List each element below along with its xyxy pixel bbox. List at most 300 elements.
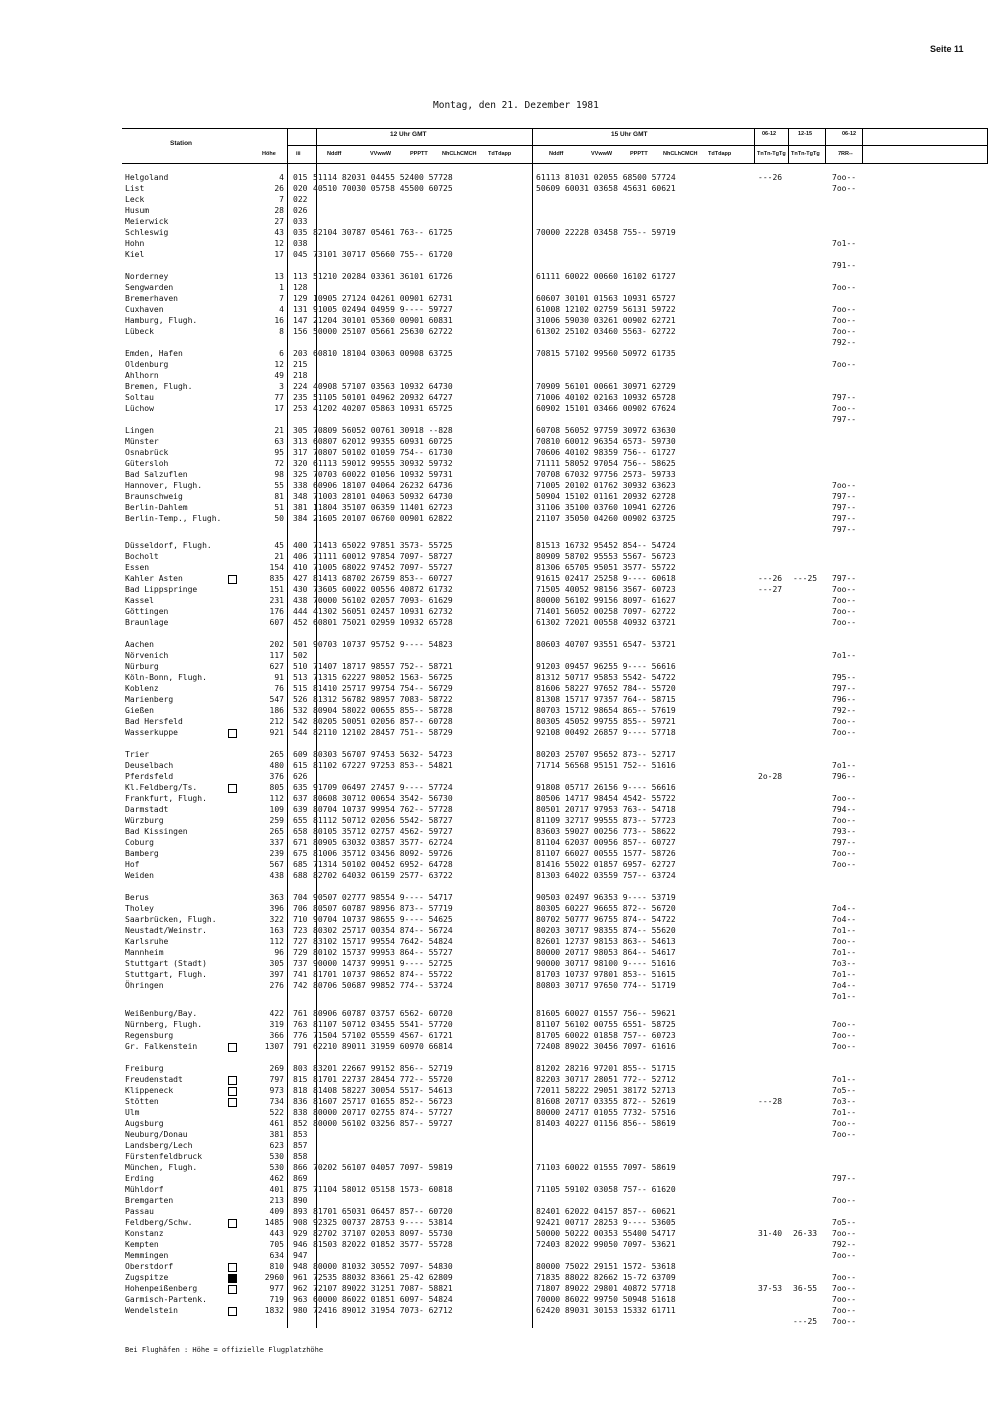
temp-diff-12-15: 36-55 <box>793 1284 818 1293</box>
obs-15gmt: 80000 56102 99156 8097- 61627 <box>536 596 676 605</box>
table-row <box>0 694 1000 705</box>
precip-06-12: 7o1-- <box>832 970 857 979</box>
obs-12gmt: 83102 15717 99554 7642- 54824 <box>313 937 453 946</box>
station-name: Augsburg <box>125 1119 164 1128</box>
obs-15gmt: 80603 40707 93551 6547- 53721 <box>536 640 676 649</box>
precip-06-12: 797-- <box>832 574 857 583</box>
table-row <box>0 716 1000 727</box>
obs-15gmt: 61111 60022 00660 16102 61727 <box>536 272 676 281</box>
station-height: 1307 <box>264 1042 284 1051</box>
table-row <box>0 1305 1000 1316</box>
station-name: Bad Salzuflen <box>125 470 188 479</box>
obs-15gmt: 81107 66027 00555 1577- 58726 <box>536 849 676 858</box>
footnote: Bei Flughäfen : Höhe = offizielle Flugplatzhöhe <box>125 1346 324 1354</box>
station-height: 805 <box>269 783 284 792</box>
table-row <box>0 513 1000 524</box>
obs-12gmt: 80704 10737 99954 762-- 57728 <box>313 805 453 814</box>
station-code: 444 <box>293 607 308 616</box>
station-height: 276 <box>269 981 284 990</box>
obs-15gmt: 81606 58227 97652 784-- 55720 <box>536 684 676 693</box>
obs-15gmt: 70606 40102 98359 756-- 61727 <box>536 448 676 457</box>
station-code: 727 <box>293 937 308 946</box>
station-code: 215 <box>293 360 308 369</box>
station-name: Konstanz <box>125 1229 164 1238</box>
diff-header-1: 06-12 <box>762 131 777 137</box>
precip-06-12: 7oo-- <box>832 937 857 946</box>
table-row <box>0 370 1000 381</box>
obs-12gmt: 82702 37107 02053 8097- 55730 <box>313 1229 453 1238</box>
station-height: 239 <box>269 849 284 858</box>
obs-15gmt: 80000 24717 01055 7732- 57516 <box>536 1108 676 1117</box>
precip-06-12: 7oo-- <box>832 618 857 627</box>
station-height: 397 <box>269 970 284 979</box>
precip-06-12: 7oo-- <box>832 327 857 336</box>
station-name: Köln-Bonn, Flugh. <box>125 673 207 682</box>
obs-12gmt: 60810 18104 03063 00908 63725 <box>313 349 453 358</box>
table-row <box>0 282 1000 293</box>
precip-06-12: 792-- <box>832 706 857 715</box>
obs-12gmt: 80000 20717 02755 874-- 57727 <box>313 1108 453 1117</box>
station-code: 869 <box>293 1174 308 1183</box>
table-row <box>0 815 1000 826</box>
table-row <box>0 749 1000 760</box>
obs-15gmt: 61302 25102 03460 5563- 62722 <box>536 327 676 336</box>
obs-12gmt: 80706 50687 99852 774-- 53724 <box>313 981 453 990</box>
station-name: Leck <box>125 195 145 204</box>
station-name: Karlsruhe <box>125 937 169 946</box>
station-name: Sengwarden <box>125 283 174 292</box>
station-height: 797 <box>269 1075 284 1084</box>
station-name: Oberstdorf <box>125 1262 174 1271</box>
col-cloud-12: NhCLhCMCH <box>442 151 477 157</box>
obs-12gmt: 40908 57107 03563 10932 64730 <box>313 382 453 391</box>
station-height: 7 <box>279 195 284 204</box>
obs-12gmt: 81413 68702 26759 853-- 60727 <box>313 574 453 583</box>
station-code: 020 <box>293 184 308 193</box>
station-code: 544 <box>293 728 308 737</box>
obs-12gmt: 60000 86022 01851 6097- 54824 <box>313 1295 453 1304</box>
table-row <box>0 205 1000 216</box>
station-name: List <box>125 184 145 193</box>
station-height: 705 <box>269 1240 284 1249</box>
station-height: 76 <box>274 684 284 693</box>
station-height: 634 <box>269 1251 284 1260</box>
temp-diff-06-12: ---26 <box>758 173 783 182</box>
table-row <box>0 359 1000 370</box>
station-name: Neuburg/Donau <box>125 1130 188 1139</box>
station-height: 13 <box>274 272 284 281</box>
station-code: 961 <box>293 1273 308 1282</box>
station-height: 409 <box>269 1207 284 1216</box>
table-row <box>0 804 1000 815</box>
station-height: 17 <box>274 250 284 259</box>
station-code: 513 <box>293 673 308 682</box>
station-code: 129 <box>293 294 308 303</box>
obs-12gmt: 21204 30101 05360 00901 60831 <box>313 316 453 325</box>
filled-square-icon <box>228 1274 237 1283</box>
station-height: 480 <box>269 761 284 770</box>
station-code: 818 <box>293 1086 308 1095</box>
diff-sub-3: 7RR-- <box>838 151 853 157</box>
header-12gmt: 12 Uhr GMT <box>390 131 427 138</box>
obs-15gmt: 70909 56101 00661 30971 62729 <box>536 382 676 391</box>
obs-12gmt: 81701 65031 06457 857-- 60720 <box>313 1207 453 1216</box>
precip-06-12: 796-- <box>832 772 857 781</box>
precip-06-12: 7o1-- <box>832 761 857 770</box>
station-code: 384 <box>293 514 308 523</box>
station-name: Hohn <box>125 239 145 248</box>
obs-12gmt: 72416 89012 31954 7073- 62712 <box>313 1306 453 1315</box>
diff-sub-2: TnTn-TgTg <box>791 151 820 157</box>
obs-12gmt: 90704 10737 98655 9---- 54625 <box>313 915 453 924</box>
station-height: 627 <box>269 662 284 671</box>
square-icon <box>228 1043 237 1052</box>
station-height: 567 <box>269 860 284 869</box>
station-code: 893 <box>293 1207 308 1216</box>
table-row <box>0 914 1000 925</box>
obs-15gmt: 72011 58222 29051 38172 52713 <box>536 1086 676 1095</box>
station-height: 269 <box>269 1064 284 1073</box>
station-height: 186 <box>269 706 284 715</box>
obs-15gmt: 80203 30717 98355 874-- 55620 <box>536 926 676 935</box>
table-row <box>0 925 1000 936</box>
station-name: Wasserkuppe <box>125 728 178 737</box>
table-row <box>0 1129 1000 1140</box>
station-name: Hannover, Flugh. <box>125 481 203 490</box>
obs-12gmt: 91709 06497 27457 9---- 57724 <box>313 783 453 792</box>
station-height: 8 <box>279 327 284 336</box>
precip-06-12: 7oo-- <box>832 1042 857 1051</box>
station-code: 639 <box>293 805 308 814</box>
table-row <box>0 249 1000 260</box>
station-name: Kassel <box>125 596 154 605</box>
station-name: Klippeneck <box>125 1086 174 1095</box>
station-name: Memmingen <box>125 1251 169 1260</box>
obs-15gmt: 80501 20717 97953 763-- 54718 <box>536 805 676 814</box>
precip-06-12: 797-- <box>832 503 857 512</box>
table-row <box>0 425 1000 436</box>
obs-15gmt: 90000 30717 98100 9---- 51616 <box>536 959 676 968</box>
obs-12gmt: 71111 60012 97854 7097- 58727 <box>313 552 453 561</box>
table-row <box>0 771 1000 782</box>
station-code: 853 <box>293 1130 308 1139</box>
diff-sub-1: TnTn-TgTg <box>757 151 786 157</box>
square-icon <box>228 1307 237 1316</box>
obs-12gmt: 81408 58227 30054 5517- 54613 <box>313 1086 453 1095</box>
obs-12gmt: 82104 30787 05461 763-- 61725 <box>313 228 453 237</box>
precip-06-12: 7o1-- <box>832 1108 857 1117</box>
table-row <box>0 227 1000 238</box>
page-number: Seite 11 <box>930 44 964 54</box>
table-row <box>0 606 1000 617</box>
table-row <box>0 414 1000 425</box>
station-name: Mühldorf <box>125 1185 164 1194</box>
precip-06-12: 793-- <box>832 827 857 836</box>
table-row <box>0 584 1000 595</box>
precip-06-12: 7oo-- <box>832 316 857 325</box>
obs-12gmt: 81410 25717 99754 754-- 56729 <box>313 684 453 693</box>
precip-06-12: 7o5-- <box>832 1086 857 1095</box>
temp-diff-06-12: 37-53 <box>758 1284 783 1293</box>
temp-diff-06-12: ---26 <box>758 574 783 583</box>
station-code: 325 <box>293 470 308 479</box>
obs-12gmt: 81006 35712 03456 8092- 59726 <box>313 849 453 858</box>
station-code: 908 <box>293 1218 308 1227</box>
precip-06-12: 797-- <box>832 525 857 534</box>
header-station: Station <box>170 140 193 147</box>
table-row <box>0 1261 1000 1272</box>
temp-diff-06-12: ---27 <box>758 585 783 594</box>
table-row <box>0 1140 1000 1151</box>
station-code: 203 <box>293 349 308 358</box>
station-code: 147 <box>293 316 308 325</box>
temp-diff-06-12: ---28 <box>758 1097 783 1106</box>
obs-12gmt: 82110 12102 28457 751-- 58729 <box>313 728 453 737</box>
station-code: 741 <box>293 970 308 979</box>
station-height: 176 <box>269 607 284 616</box>
station-code: 253 <box>293 404 308 413</box>
station-name: Gütersloh <box>125 459 169 468</box>
station-height: 4 <box>279 173 284 182</box>
square-icon <box>228 1098 237 1107</box>
table-row <box>0 260 1000 271</box>
station-name: Marienberg <box>125 695 174 704</box>
table-row <box>0 947 1000 958</box>
station-height: 1485 <box>264 1218 284 1227</box>
obs-15gmt: 72408 89022 30456 7097- 61616 <box>536 1042 676 1051</box>
obs-15gmt: 60902 15101 03466 00902 67624 <box>536 404 676 413</box>
station-code: 637 <box>293 794 308 803</box>
temp-diff-12-15: 26-33 <box>793 1229 818 1238</box>
precip-06-12: 797-- <box>832 684 857 693</box>
station-height: 21 <box>274 552 284 561</box>
table-row <box>0 447 1000 458</box>
precip-06-12: 7o4-- <box>832 981 857 990</box>
station-height: 259 <box>269 816 284 825</box>
precip-06-12: 797-- <box>832 415 857 424</box>
obs-15gmt: 81109 32717 99555 873-- 57723 <box>536 816 676 825</box>
obs-12gmt: 80507 60787 98956 873-- 57719 <box>313 904 453 913</box>
station-name: Feldberg/Schw. <box>125 1218 193 1227</box>
precip-06-12: 7oo-- <box>832 728 857 737</box>
col-vvwww-15: VVwwW <box>591 151 613 157</box>
obs-15gmt: 71401 56052 00258 7097- 62722 <box>536 607 676 616</box>
obs-12gmt: 81503 82022 01852 3577- 55728 <box>313 1240 453 1249</box>
station-height: 734 <box>269 1097 284 1106</box>
table-row <box>0 1019 1000 1030</box>
precip-06-12: 7o1-- <box>832 926 857 935</box>
station-code: 742 <box>293 981 308 990</box>
station-height: 265 <box>269 827 284 836</box>
station-name: Garmisch-Partenk. <box>125 1295 207 1304</box>
obs-15gmt: 50904 15102 01161 20932 62728 <box>536 492 676 501</box>
obs-15gmt: 31006 59030 03261 00902 62721 <box>536 316 676 325</box>
station-code: 501 <box>293 640 308 649</box>
obs-15gmt: 81608 20717 03355 872-- 52619 <box>536 1097 676 1106</box>
header-hoehe: Höhe <box>262 151 276 157</box>
col-tdapp-15: TdTdapp <box>708 151 732 157</box>
station-code: 685 <box>293 860 308 869</box>
table-row <box>0 573 1000 584</box>
obs-12gmt: 80000 81032 30552 7097- 54830 <box>313 1262 453 1271</box>
station-code: 704 <box>293 893 308 902</box>
obs-15gmt: 71103 60022 01555 7097- 58619 <box>536 1163 676 1172</box>
station-name: Aachen <box>125 640 154 649</box>
table-row <box>0 991 1000 1002</box>
station-code: 224 <box>293 382 308 391</box>
obs-12gmt: 41202 40207 05863 10931 65725 <box>313 404 453 413</box>
station-name: Berlin-Dahlem <box>125 503 188 512</box>
obs-12gmt: 70807 50102 01059 754-- 61730 <box>313 448 453 457</box>
obs-15gmt: 81202 28216 97201 855-- 51715 <box>536 1064 676 1073</box>
obs-15gmt: 70000 86022 99750 50948 51618 <box>536 1295 676 1304</box>
precip-06-12: 7oo-- <box>832 849 857 858</box>
obs-15gmt: 70815 57102 99560 50972 61735 <box>536 349 676 358</box>
table-row <box>0 562 1000 573</box>
square-icon <box>228 1285 237 1294</box>
obs-12gmt: 80608 30712 00654 3542- 56730 <box>313 794 453 803</box>
table-row <box>0 540 1000 551</box>
table-row <box>0 639 1000 650</box>
table-row <box>0 1250 1000 1261</box>
table-row <box>0 172 1000 183</box>
station-height: 530 <box>269 1152 284 1161</box>
station-name: Frankfurt, Flugh. <box>125 794 207 803</box>
obs-15gmt: 71006 40102 02163 10932 65728 <box>536 393 676 402</box>
station-name: Bamberg <box>125 849 159 858</box>
station-height: 319 <box>269 1020 284 1029</box>
obs-12gmt: 51105 50101 04962 20932 64727 <box>313 393 453 402</box>
station-height: 63 <box>274 437 284 446</box>
station-name: Oldenburg <box>125 360 169 369</box>
table-row <box>0 436 1000 447</box>
station-name: Norderney <box>125 272 169 281</box>
station-height: 51 <box>274 503 284 512</box>
station-name: Öhringen <box>125 981 164 990</box>
station-height: 43 <box>274 228 284 237</box>
obs-15gmt: 91203 09457 96255 9---- 56616 <box>536 662 676 671</box>
table-row <box>0 1096 1000 1107</box>
table-row <box>0 183 1000 194</box>
station-height: 977 <box>269 1284 284 1293</box>
obs-12gmt: 82702 64032 06159 2577- 63722 <box>313 871 453 880</box>
square-icon <box>228 1263 237 1272</box>
square-icon <box>228 1076 237 1085</box>
station-height: 12 <box>274 360 284 369</box>
station-height: 1832 <box>264 1306 284 1315</box>
precip-06-12: 7oo-- <box>832 360 857 369</box>
precip-06-12: 7oo-- <box>832 1196 857 1205</box>
station-code: 045 <box>293 250 308 259</box>
obs-15gmt: 70810 60012 96354 6573- 59730 <box>536 437 676 446</box>
obs-12gmt: 80303 56707 97453 5632- 54723 <box>313 750 453 759</box>
station-height: 109 <box>269 805 284 814</box>
station-height: 4 <box>279 305 284 314</box>
obs-12gmt: 60807 62012 99355 60931 60725 <box>313 437 453 446</box>
station-name: Hof <box>125 860 140 869</box>
obs-15gmt: 81416 55022 01857 6957- 62727 <box>536 860 676 869</box>
station-code: 438 <box>293 596 308 605</box>
obs-12gmt: 81607 25717 01655 852-- 56723 <box>313 1097 453 1106</box>
station-height: 28 <box>274 206 284 215</box>
table-row <box>0 304 1000 315</box>
station-code: 929 <box>293 1229 308 1238</box>
obs-12gmt: 62210 89011 31959 60970 66814 <box>313 1042 453 1051</box>
table-row <box>0 1085 1000 1096</box>
station-height: 16 <box>274 316 284 325</box>
station-name: Zugspitze <box>125 1273 169 1282</box>
station-code: 026 <box>293 206 308 215</box>
col-nddff-12: Nddff <box>327 151 342 157</box>
obs-15gmt: 81308 15717 97357 764-- 58715 <box>536 695 676 704</box>
station-name: Koblenz <box>125 684 159 693</box>
obs-15gmt: 80506 14717 98454 4542- 55722 <box>536 794 676 803</box>
station-name: Göttingen <box>125 607 169 616</box>
station-code: 729 <box>293 948 308 957</box>
station-name: Trier <box>125 750 150 759</box>
col-ppptt-12: PPPTT <box>410 151 428 157</box>
table-row <box>0 826 1000 837</box>
obs-15gmt: 62420 89031 30153 15332 61711 <box>536 1306 676 1315</box>
obs-12gmt: 71413 65022 97851 3573- 55725 <box>313 541 453 550</box>
station-code: 875 <box>293 1185 308 1194</box>
station-name: Saarbrücken, Flugh. <box>125 915 217 924</box>
station-height: 12 <box>274 239 284 248</box>
precip-06-12: 7oo-- <box>832 481 857 490</box>
station-height: 265 <box>269 750 284 759</box>
table-row <box>0 870 1000 881</box>
obs-12gmt: 80000 56102 03256 857-- 59727 <box>313 1119 453 1128</box>
station-name: Kiel <box>125 250 145 259</box>
station-height: 231 <box>269 596 284 605</box>
station-name: Berus <box>125 893 150 902</box>
station-name: Mannheim <box>125 948 164 957</box>
precip-06-12: 7oo-- <box>832 860 857 869</box>
obs-15gmt: 81703 10737 97801 853-- 51615 <box>536 970 676 979</box>
table-row <box>0 1063 1000 1074</box>
table-row <box>0 892 1000 903</box>
station-name: Kahler Asten <box>125 574 183 583</box>
precip-06-12: 7oo-- <box>832 1119 857 1128</box>
station-height: 376 <box>269 772 284 781</box>
station-name: Bocholt <box>125 552 159 561</box>
obs-15gmt: 80305 60227 96655 872-- 56720 <box>536 904 676 913</box>
station-code: 635 <box>293 783 308 792</box>
station-name: Bad Kissingen <box>125 827 188 836</box>
precip-06-12: 7oo-- <box>832 794 857 803</box>
precip-06-12: 7o3-- <box>832 1097 857 1106</box>
station-height: 2960 <box>264 1273 284 1282</box>
precip-06-12: 795-- <box>832 673 857 682</box>
station-code: 320 <box>293 459 308 468</box>
obs-15gmt: 81104 62037 00956 857-- 60727 <box>536 838 676 847</box>
station-name: Emden, Hafen <box>125 349 183 358</box>
obs-12gmt: 51210 20284 03361 36101 61726 <box>313 272 453 281</box>
station-height: 530 <box>269 1163 284 1172</box>
station-height: 95 <box>274 448 284 457</box>
precip-06-12: 7o5-- <box>832 1218 857 1227</box>
obs-12gmt: 90507 02777 98554 9---- 54717 <box>313 893 453 902</box>
table-row <box>0 1074 1000 1085</box>
station-code: 946 <box>293 1240 308 1249</box>
obs-12gmt: 92325 00737 28753 9---- 53814 <box>313 1218 453 1227</box>
station-code: 675 <box>293 849 308 858</box>
obs-12gmt: 51114 82031 04455 52400 57728 <box>313 173 453 182</box>
square-icon <box>228 784 237 793</box>
table-row <box>0 403 1000 414</box>
table-row <box>0 1272 1000 1283</box>
station-name: Neustadt/Weinstr. <box>125 926 207 935</box>
